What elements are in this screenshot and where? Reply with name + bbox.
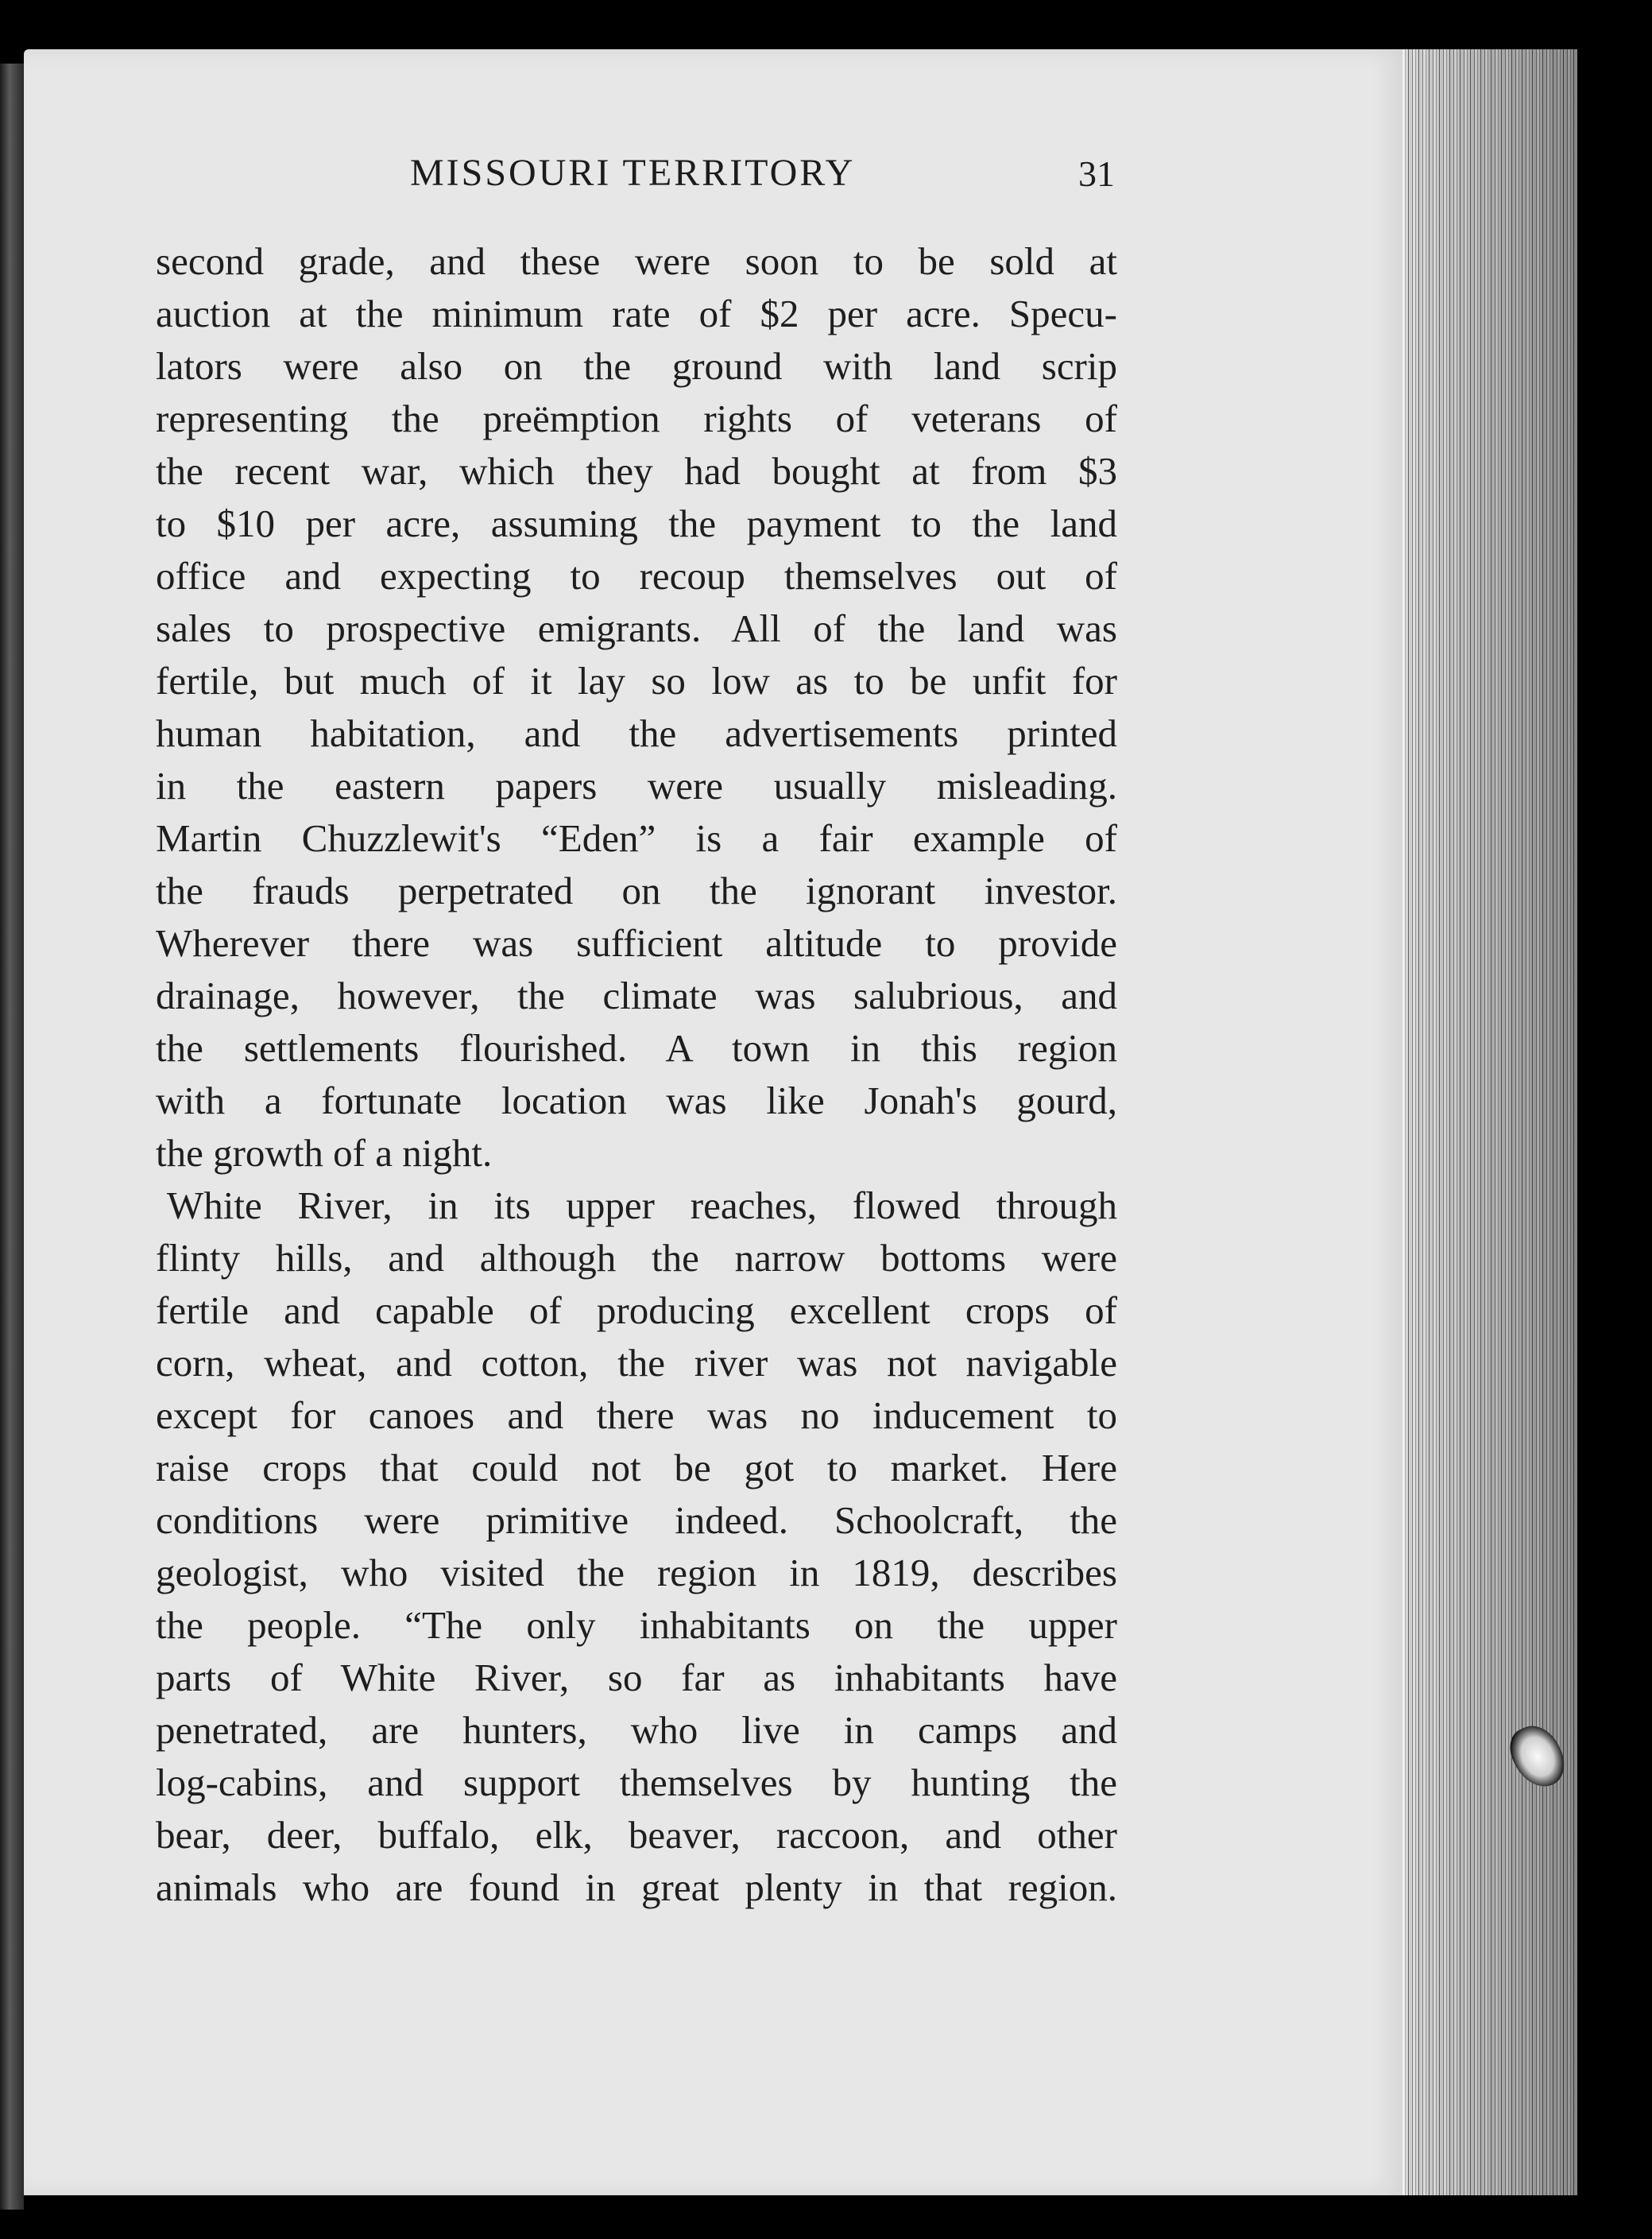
text-line: parts of White River, so far as inhabitants have: [156, 1656, 1117, 1699]
text-line: raise crops that could not be got to market. Here: [156, 1446, 1117, 1489]
text-line: lators were also on the ground with land scrip: [156, 344, 1117, 388]
book-spine-edge: [0, 64, 24, 2210]
text-line: with a fortunate location was like Jonah's gourd,: [156, 1079, 1117, 1122]
text-line: geologist, who visited the region in 1819, describes: [156, 1551, 1117, 1594]
text-line: the frauds perpetrated on the ignorant investor.: [156, 869, 1117, 912]
text-line: drainage, however, the climate was salubrious, and: [156, 974, 1117, 1017]
running-title: MISSOURI TERRITORY: [410, 152, 856, 194]
text-line: the recent war, which they had bought at from $3: [156, 449, 1117, 493]
text-line: fertile and capable of producing excellent crops of: [156, 1288, 1117, 1332]
text-line: sales to prospective emigrants. All of the land was: [156, 606, 1117, 650]
text-line: conditions were primitive indeed. Schoolcraft, the: [156, 1498, 1117, 1542]
text-line: White River, in its upper reaches, flowed through: [167, 1183, 1117, 1227]
page-stack-edges: [1402, 49, 1577, 2195]
page-number: 31: [1078, 153, 1115, 194]
text-line: in the eastern papers were usually misleading.: [156, 764, 1117, 808]
text-line: penetrated, are hunters, who live in camps and: [156, 1708, 1117, 1752]
text-line: auction at the minimum rate of $2 per acre. Specu-: [156, 292, 1117, 335]
body-text: [156, 235, 1117, 1914]
text-line: the settlements flourished. A town in this region: [156, 1026, 1117, 1070]
text-line: the growth of a night.: [156, 1131, 493, 1175]
text-line: Wherever there was sufficient altitude to provide: [156, 921, 1117, 965]
text-line: except for canoes and there was no inducement to: [156, 1393, 1117, 1437]
text-line: corn, wheat, and cotton, the river was not navigable: [156, 1341, 1117, 1385]
text-line: fertile, but much of it lay so low as to be unfit for: [156, 659, 1117, 703]
text-line: representing the preëmption rights of veterans of: [156, 397, 1117, 440]
text-line: flinty hills, and although the narrow bottoms were: [156, 1236, 1117, 1280]
text-line: office and expecting to recoup themselves out of: [156, 554, 1117, 598]
text-line: human habitation, and the advertisements printed: [156, 711, 1117, 755]
text-line: Martin Chuzzlewit's “Eden” is a fair example of: [156, 816, 1117, 860]
text-line: second grade, and these were soon to be sold at: [156, 239, 1117, 283]
text-line: bear, deer, buffalo, elk, beaver, raccoon, and other: [156, 1813, 1117, 1857]
text-line: log-cabins, and support themselves by hunting the: [156, 1761, 1117, 1804]
text-line: the people. “The only inhabitants on the upper: [156, 1603, 1117, 1647]
text-line: animals who are found in great plenty in that region.: [156, 1865, 1117, 1909]
text-line: to $10 per acre, assuming the payment to the land: [156, 502, 1117, 545]
